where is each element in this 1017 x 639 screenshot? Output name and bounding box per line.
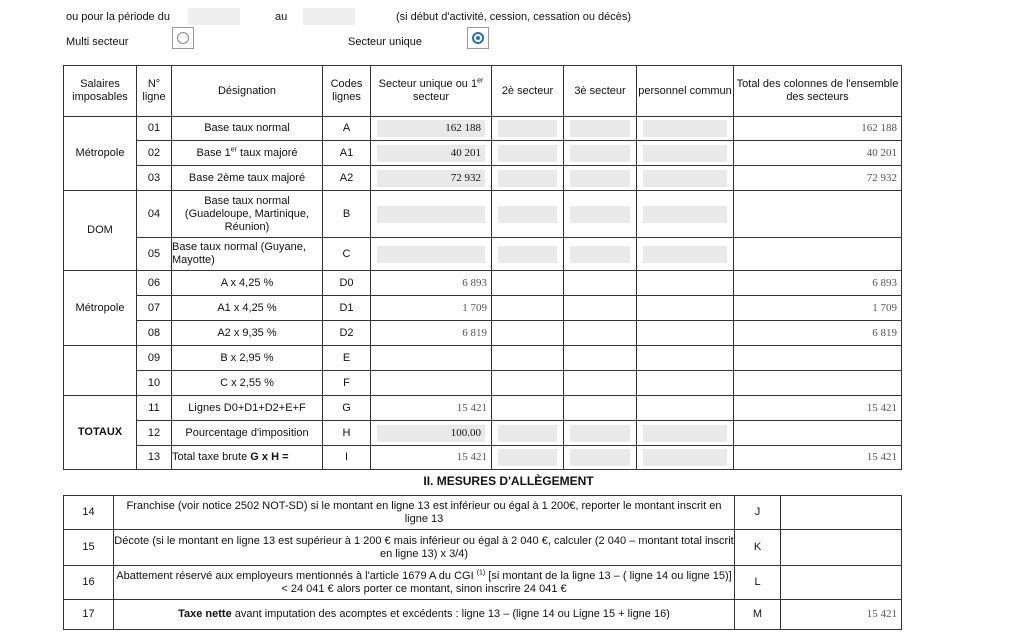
group-label: Métropole <box>64 117 137 191</box>
designation-prefix: Total taxe brute <box>172 451 251 463</box>
secteur1-value: 15 421 <box>456 451 487 463</box>
secteur2-input[interactable] <box>498 425 557 442</box>
secteur1-cell <box>371 421 492 446</box>
row-code: A1 <box>323 141 371 166</box>
personnel-input[interactable] <box>643 425 727 442</box>
secteur3-cell <box>564 271 637 296</box>
total-value: 15 421 <box>866 401 897 414</box>
text-part: avant imputation des acomptes et excédents : ligne 13 – (ligne 14 ou Ligne 15 + ligne 16) <box>231 608 670 620</box>
secteur1-value: 15 421 <box>456 401 487 414</box>
table-row <box>64 141 902 166</box>
row-code: E <box>323 346 371 371</box>
total-cell <box>734 191 902 238</box>
secteur3-cell <box>564 396 637 421</box>
secteur1-cell <box>371 238 492 271</box>
row-number: 11 <box>137 396 172 421</box>
table-row <box>64 446 902 470</box>
row-number: 10 <box>137 371 172 396</box>
total-value: 72 932 <box>866 171 897 184</box>
secteur3-cell <box>564 191 637 238</box>
period-from-input[interactable] <box>188 8 240 25</box>
text-bold: Taxe nette <box>178 608 232 620</box>
ordinal-suffix: er <box>230 145 237 153</box>
total-cell <box>734 117 902 141</box>
row-number: 07 <box>137 296 172 321</box>
allegement-num: 14 <box>64 496 114 530</box>
personnel-cell <box>637 371 734 396</box>
personnel-cell <box>637 296 734 321</box>
secteur-unique-radio[interactable] <box>467 27 489 49</box>
row-designation: Lignes D0+D1+D2+E+F <box>172 396 323 421</box>
radio-checked-icon <box>472 32 484 44</box>
secteur3-cell <box>564 446 637 470</box>
secteur1-input[interactable]: 40 201 <box>377 145 485 162</box>
secteur2-cell <box>492 371 564 396</box>
personnel-cell <box>637 396 734 421</box>
allegement-num: 16 <box>64 566 114 600</box>
personnel-cell <box>637 346 734 371</box>
total-cell <box>734 321 902 346</box>
period-note-label: (si début d'activité, cession, cessation ou décès) <box>396 11 632 23</box>
allegement-code: J <box>735 496 781 530</box>
row-number: 13 <box>137 446 172 470</box>
secteur2-cell <box>492 321 564 346</box>
personnel-cell <box>637 117 734 141</box>
row-code: A <box>323 117 371 141</box>
header-total: Total des colonnes de l'ensemble des secteurs <box>734 66 902 117</box>
secteur2-input[interactable] <box>498 170 557 187</box>
table-row <box>64 371 902 396</box>
header-personnel: personnel commun <box>637 66 734 117</box>
secteur3-cell <box>564 421 637 446</box>
allegement-num: 15 <box>64 530 114 566</box>
table-row <box>64 191 902 238</box>
secteur3-cell <box>564 238 637 271</box>
row-code: C <box>323 238 371 271</box>
row-number: 06 <box>137 271 172 296</box>
table-row <box>64 321 902 346</box>
allegement-value <box>781 600 902 630</box>
secteur3-cell <box>564 346 637 371</box>
group-label: Métropole <box>64 271 137 346</box>
radio-unchecked-icon <box>177 32 189 44</box>
allegement-row <box>64 496 902 530</box>
personnel-input[interactable] <box>643 206 727 223</box>
secteur3-cell <box>564 117 637 141</box>
secteur2-cell <box>492 346 564 371</box>
row-designation: A2 x 9,35 % <box>172 321 323 346</box>
footnote-ref: (1) <box>476 568 486 576</box>
total-value: 162 188 <box>861 122 897 134</box>
row-designation: Pourcentage d'imposition <box>172 421 323 446</box>
row-designation: Base 1er taux majoré <box>172 141 323 166</box>
secteur3-input[interactable] <box>570 246 630 263</box>
row-code: D0 <box>323 271 371 296</box>
group-label <box>64 346 137 396</box>
secteur3-input[interactable] <box>570 145 630 162</box>
total-cell <box>734 271 902 296</box>
secteur1-value: 6 819 <box>462 326 487 339</box>
secteur1-input[interactable] <box>377 246 485 263</box>
secteur2-cell <box>492 166 564 191</box>
secteur2-input[interactable] <box>498 246 557 263</box>
secteur1-cell <box>371 346 492 371</box>
period-prefix-label: ou pour la période du <box>66 11 170 23</box>
secteur1-input[interactable]: 72 932 <box>377 170 485 187</box>
header-designation: Désignation <box>172 66 323 117</box>
row-number: 04 <box>137 191 172 238</box>
total-cell <box>734 346 902 371</box>
allegement-table <box>63 495 902 630</box>
multi-secteur-label: Multi secteur <box>66 36 129 48</box>
header-salaires: Salaires imposables <box>64 66 137 117</box>
total-cell <box>734 296 902 321</box>
table-row <box>64 166 902 191</box>
allegement-code: L <box>735 566 781 600</box>
secteur2-cell <box>492 117 564 141</box>
row-code: D2 <box>323 321 371 346</box>
row-code: B <box>323 191 371 238</box>
secteur2-input[interactable] <box>498 120 557 137</box>
row-designation: B x 2,95 % <box>172 346 323 371</box>
header-secteur1: Secteur unique ou 1er secteur <box>371 66 492 117</box>
personnel-input[interactable] <box>643 449 727 466</box>
section-2-title: II. MESURES D'ALLÈGEMENT <box>423 474 594 488</box>
secteur2-input[interactable] <box>498 145 557 162</box>
row-designation <box>172 446 323 470</box>
personnel-input[interactable] <box>643 120 727 137</box>
row-designation: Base taux normal <box>172 117 323 141</box>
secteur2-input[interactable] <box>498 206 557 223</box>
secteur3-cell <box>564 371 637 396</box>
total-value: 6 893 <box>872 276 897 289</box>
secteur1-input[interactable]: 100.00 <box>377 425 485 442</box>
secteur1-cell <box>371 371 492 396</box>
header-secteur3: 3è secteur <box>564 66 637 117</box>
secteur1-input[interactable]: 162 188 <box>377 120 485 137</box>
allegement-value <box>781 566 902 600</box>
secteur2-cell <box>492 296 564 321</box>
text-part: [si montant de la ligne 13 – ( ligne 14 ou ligne 15)] < 24 041 € alors porter ce montant, sinon inscrire 24 041 € <box>281 569 732 595</box>
total-cell <box>734 371 902 396</box>
personnel-cell <box>637 238 734 271</box>
total-cell <box>734 421 902 446</box>
ordinal-suffix: er <box>477 77 484 85</box>
group-label: TOTAUX <box>64 396 137 470</box>
secteur3-input[interactable] <box>570 120 630 137</box>
period-to-input[interactable] <box>303 8 355 25</box>
table-row <box>64 271 902 296</box>
secteur2-cell <box>492 271 564 296</box>
total-cell <box>734 166 902 191</box>
group-label: DOM <box>64 191 137 271</box>
secteur1-cell <box>371 446 492 470</box>
row-designation: Base taux normal (Guyane, Mayotte) <box>172 238 323 271</box>
table-row <box>64 117 902 141</box>
allegement-row <box>64 566 902 600</box>
row-designation: Base 2ème taux majoré <box>172 166 323 191</box>
personnel-input[interactable] <box>643 246 727 263</box>
secteur2-input[interactable] <box>498 449 557 466</box>
personnel-cell <box>637 421 734 446</box>
allegement-code: M <box>735 600 781 630</box>
secteur1-value: 1 709 <box>462 301 487 314</box>
secteur1-input[interactable] <box>377 206 485 223</box>
total-value: 40 201 <box>866 146 897 159</box>
total-value: 1 709 <box>872 301 897 314</box>
row-number: 05 <box>137 238 172 271</box>
allegement-text: Franchise (voir notice 2502 NOT-SD) si le montant en ligne 13 est inférieur ou égal à 1 200€, reporter le montant inscrit en ligne 13 <box>114 496 735 530</box>
secteur2-cell <box>492 238 564 271</box>
secteur3-input[interactable] <box>570 449 630 466</box>
row-number: 03 <box>137 166 172 191</box>
row-number: 08 <box>137 321 172 346</box>
secteur2-cell <box>492 396 564 421</box>
personnel-cell <box>637 446 734 470</box>
allegement-text <box>114 600 735 630</box>
personnel-cell <box>637 321 734 346</box>
salaires-table <box>63 65 902 470</box>
secteur1-cell <box>371 191 492 238</box>
secteur1-cell <box>371 141 492 166</box>
total-value: 6 819 <box>872 326 897 339</box>
secteur2-cell <box>492 191 564 238</box>
row-number: 01 <box>137 117 172 141</box>
secteur3-input[interactable] <box>570 170 630 187</box>
row-code: A2 <box>323 166 371 191</box>
secteur1-value: 6 893 <box>462 276 487 289</box>
allegement-num: 17 <box>64 600 114 630</box>
header-ligne: N° ligne <box>137 66 172 117</box>
total-cell <box>734 238 902 271</box>
total-cell <box>734 141 902 166</box>
allegement-text: Décote (si le montant en ligne 13 est supérieur à 1 200 € mais inférieur ou égal à 2 040 €, calculer (2 040 – montant total inscrit en ligne 13) x 3/4) <box>114 530 735 566</box>
allegement-row <box>64 530 902 566</box>
secteur1-cell <box>371 117 492 141</box>
allegement-text <box>114 566 735 600</box>
row-code: G <box>323 396 371 421</box>
total-cell <box>734 446 902 470</box>
secteur1-cell <box>371 166 492 191</box>
secteur3-cell <box>564 166 637 191</box>
designation-bold: G x H = <box>250 451 289 463</box>
secteur1-cell <box>371 271 492 296</box>
row-code: I <box>323 446 371 470</box>
personnel-input[interactable] <box>643 145 727 162</box>
personnel-cell <box>637 271 734 296</box>
secteur2-cell <box>492 446 564 470</box>
personnel-cell <box>637 141 734 166</box>
secteur1-cell <box>371 321 492 346</box>
row-number: 02 <box>137 141 172 166</box>
text-part: Abattement réservé aux employeurs mentionnés à l'article 1679 A du CGI <box>116 569 477 582</box>
secteur1-cell <box>371 396 492 421</box>
allegement-row <box>64 600 902 630</box>
period-au-label: au <box>275 11 288 23</box>
header-codes: Codes lignes <box>323 66 371 117</box>
secteur3-input[interactable] <box>570 425 630 442</box>
allegement-value-text: 15 421 <box>866 608 897 620</box>
total-value: 15 421 <box>866 451 897 463</box>
secteur3-cell <box>564 141 637 166</box>
allegement-value <box>781 530 902 566</box>
row-number: 12 <box>137 421 172 446</box>
row-designation: A x 4,25 % <box>172 271 323 296</box>
total-cell <box>734 396 902 421</box>
table-row <box>64 296 902 321</box>
table-row <box>64 346 902 371</box>
row-code: H <box>323 421 371 446</box>
secteur1-cell <box>371 296 492 321</box>
row-designation: A1 x 4,25 % <box>172 296 323 321</box>
table-row <box>64 238 902 271</box>
allegement-value <box>781 496 902 530</box>
row-number: 09 <box>137 346 172 371</box>
header-secteur2: 2è secteur <box>492 66 564 117</box>
multi-secteur-radio[interactable] <box>172 27 194 49</box>
row-designation: C x 2,55 % <box>172 371 323 396</box>
secteur3-cell <box>564 296 637 321</box>
row-code: D1 <box>323 296 371 321</box>
personnel-cell <box>637 166 734 191</box>
secteur2-cell <box>492 141 564 166</box>
allegement-code: K <box>735 530 781 566</box>
secteur2-cell <box>492 421 564 446</box>
row-designation: Base taux normal (Guadeloupe, Martinique, Réunion) <box>172 191 323 238</box>
secteur-unique-label: Secteur unique <box>348 36 422 48</box>
table-row <box>64 396 902 421</box>
secteur3-input[interactable] <box>570 206 630 223</box>
personnel-input[interactable] <box>643 170 727 187</box>
secteur3-cell <box>564 321 637 346</box>
table-row <box>64 421 902 446</box>
row-code: F <box>323 371 371 396</box>
personnel-cell <box>637 191 734 238</box>
